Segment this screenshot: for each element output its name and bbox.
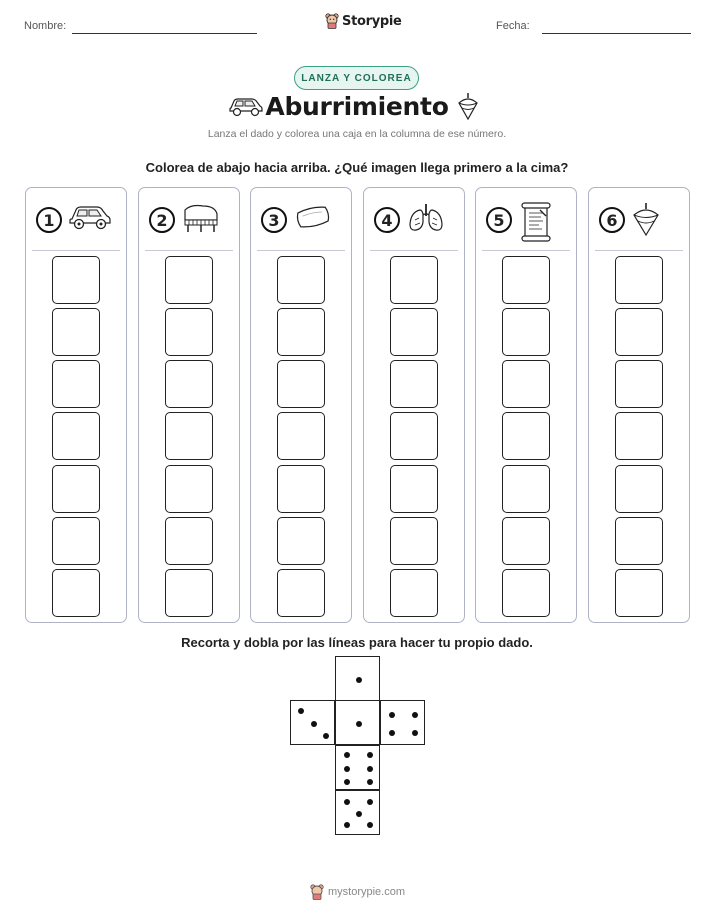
color-box[interactable] <box>615 360 663 408</box>
die-pip <box>298 708 304 714</box>
color-box[interactable] <box>165 412 213 460</box>
divider <box>370 250 458 251</box>
die-pip <box>344 779 350 785</box>
divider <box>145 250 233 251</box>
column-6 <box>588 187 690 623</box>
die-pip <box>367 779 373 785</box>
color-box[interactable] <box>52 308 100 356</box>
name-line[interactable] <box>72 33 257 34</box>
brand-logo <box>325 13 402 29</box>
die-pip <box>367 799 373 805</box>
color-box[interactable] <box>165 256 213 304</box>
color-box[interactable] <box>502 308 550 356</box>
column-4 <box>363 187 465 623</box>
color-box[interactable] <box>277 360 325 408</box>
instruction-top: Colorea de abajo hacia arriba. ¿Qué imagen llega primero a la cima? <box>145 160 569 175</box>
name-label: Nombre: <box>24 20 67 32</box>
column-number: 6 <box>599 207 625 233</box>
column-number: 5 <box>486 207 512 233</box>
divider <box>595 250 683 251</box>
column-header <box>364 200 464 240</box>
scroll-icon <box>518 202 554 247</box>
brand-name: Storypie <box>342 13 402 29</box>
color-box[interactable] <box>165 569 213 617</box>
color-box[interactable] <box>390 412 438 460</box>
die-face-5 <box>335 790 380 835</box>
color-box[interactable] <box>390 308 438 356</box>
color-box[interactable] <box>502 517 550 565</box>
divider <box>257 250 345 251</box>
column-3 <box>250 187 352 623</box>
lungs-icon <box>406 202 446 239</box>
die-pip <box>356 677 362 683</box>
die-pip <box>356 811 362 817</box>
color-box[interactable] <box>277 465 325 513</box>
color-box[interactable] <box>502 256 550 304</box>
die-pip <box>367 766 373 772</box>
color-box[interactable] <box>52 256 100 304</box>
die-pip <box>356 721 362 727</box>
die-face-4 <box>380 700 425 745</box>
die-face-1 <box>335 700 380 745</box>
die-pip <box>389 730 395 736</box>
color-box[interactable] <box>615 412 663 460</box>
die-pip <box>344 822 350 828</box>
column-number: 1 <box>36 207 62 233</box>
column-5 <box>475 187 577 623</box>
page-subtitle: Lanza el dado y colorea una caja en la columna de ese número. <box>207 128 507 140</box>
color-box[interactable] <box>615 569 663 617</box>
color-box[interactable] <box>277 569 325 617</box>
column-header <box>251 200 351 240</box>
color-box[interactable] <box>502 569 550 617</box>
color-box[interactable] <box>52 465 100 513</box>
color-box[interactable] <box>277 517 325 565</box>
die-face-3 <box>290 700 335 745</box>
color-box[interactable] <box>52 517 100 565</box>
color-box[interactable] <box>52 569 100 617</box>
footer-url[interactable]: mystorypie.com <box>328 886 406 898</box>
date-label: Fecha: <box>496 20 530 32</box>
footer <box>310 884 405 900</box>
bear-icon <box>310 884 324 900</box>
color-box[interactable] <box>277 256 325 304</box>
column-1 <box>25 187 127 623</box>
column-number: 3 <box>261 207 287 233</box>
color-box[interactable] <box>502 360 550 408</box>
color-box[interactable] <box>502 412 550 460</box>
die-pip <box>367 752 373 758</box>
color-box[interactable] <box>165 360 213 408</box>
spinning-top-icon <box>456 92 480 122</box>
color-box[interactable] <box>277 412 325 460</box>
divider <box>32 250 120 251</box>
die-pip <box>412 730 418 736</box>
color-box[interactable] <box>615 256 663 304</box>
page-title: Aburrimiento <box>265 92 449 121</box>
color-box[interactable] <box>615 517 663 565</box>
color-box[interactable] <box>502 465 550 513</box>
color-box[interactable] <box>165 465 213 513</box>
die-pip <box>412 712 418 718</box>
bear-icon <box>325 13 339 29</box>
die-pip <box>344 799 350 805</box>
color-box[interactable] <box>165 308 213 356</box>
color-box[interactable] <box>615 465 663 513</box>
color-box[interactable] <box>165 517 213 565</box>
color-box[interactable] <box>52 412 100 460</box>
color-box[interactable] <box>390 569 438 617</box>
activity-tag: LANZA Y COLOREA <box>294 66 419 90</box>
color-box[interactable] <box>390 517 438 565</box>
die-face-1 <box>335 656 380 701</box>
piano-icon <box>181 202 221 239</box>
column-header <box>476 200 576 240</box>
instruction-bottom: Recorta y dobla por las líneas para hacer tu propio dado. <box>181 635 533 650</box>
die-pip <box>389 712 395 718</box>
color-box[interactable] <box>615 308 663 356</box>
die-pip <box>311 721 317 727</box>
column-number: 2 <box>149 207 175 233</box>
color-box[interactable] <box>390 465 438 513</box>
column-header <box>139 200 239 240</box>
color-box[interactable] <box>390 256 438 304</box>
pillow-icon <box>293 202 333 237</box>
die-pip <box>323 733 329 739</box>
color-box[interactable] <box>277 308 325 356</box>
die-pip <box>344 766 350 772</box>
column-number: 4 <box>374 207 400 233</box>
date-line[interactable] <box>542 33 691 34</box>
divider <box>482 250 570 251</box>
die-pip <box>344 752 350 758</box>
die-face-6 <box>335 745 380 790</box>
column-2 <box>138 187 240 623</box>
column-header <box>26 200 126 240</box>
die-pip <box>367 822 373 828</box>
spinning-top-icon <box>631 202 661 243</box>
car-icon <box>68 202 112 237</box>
column-header <box>589 200 689 240</box>
color-box[interactable] <box>52 360 100 408</box>
color-box[interactable] <box>390 360 438 408</box>
